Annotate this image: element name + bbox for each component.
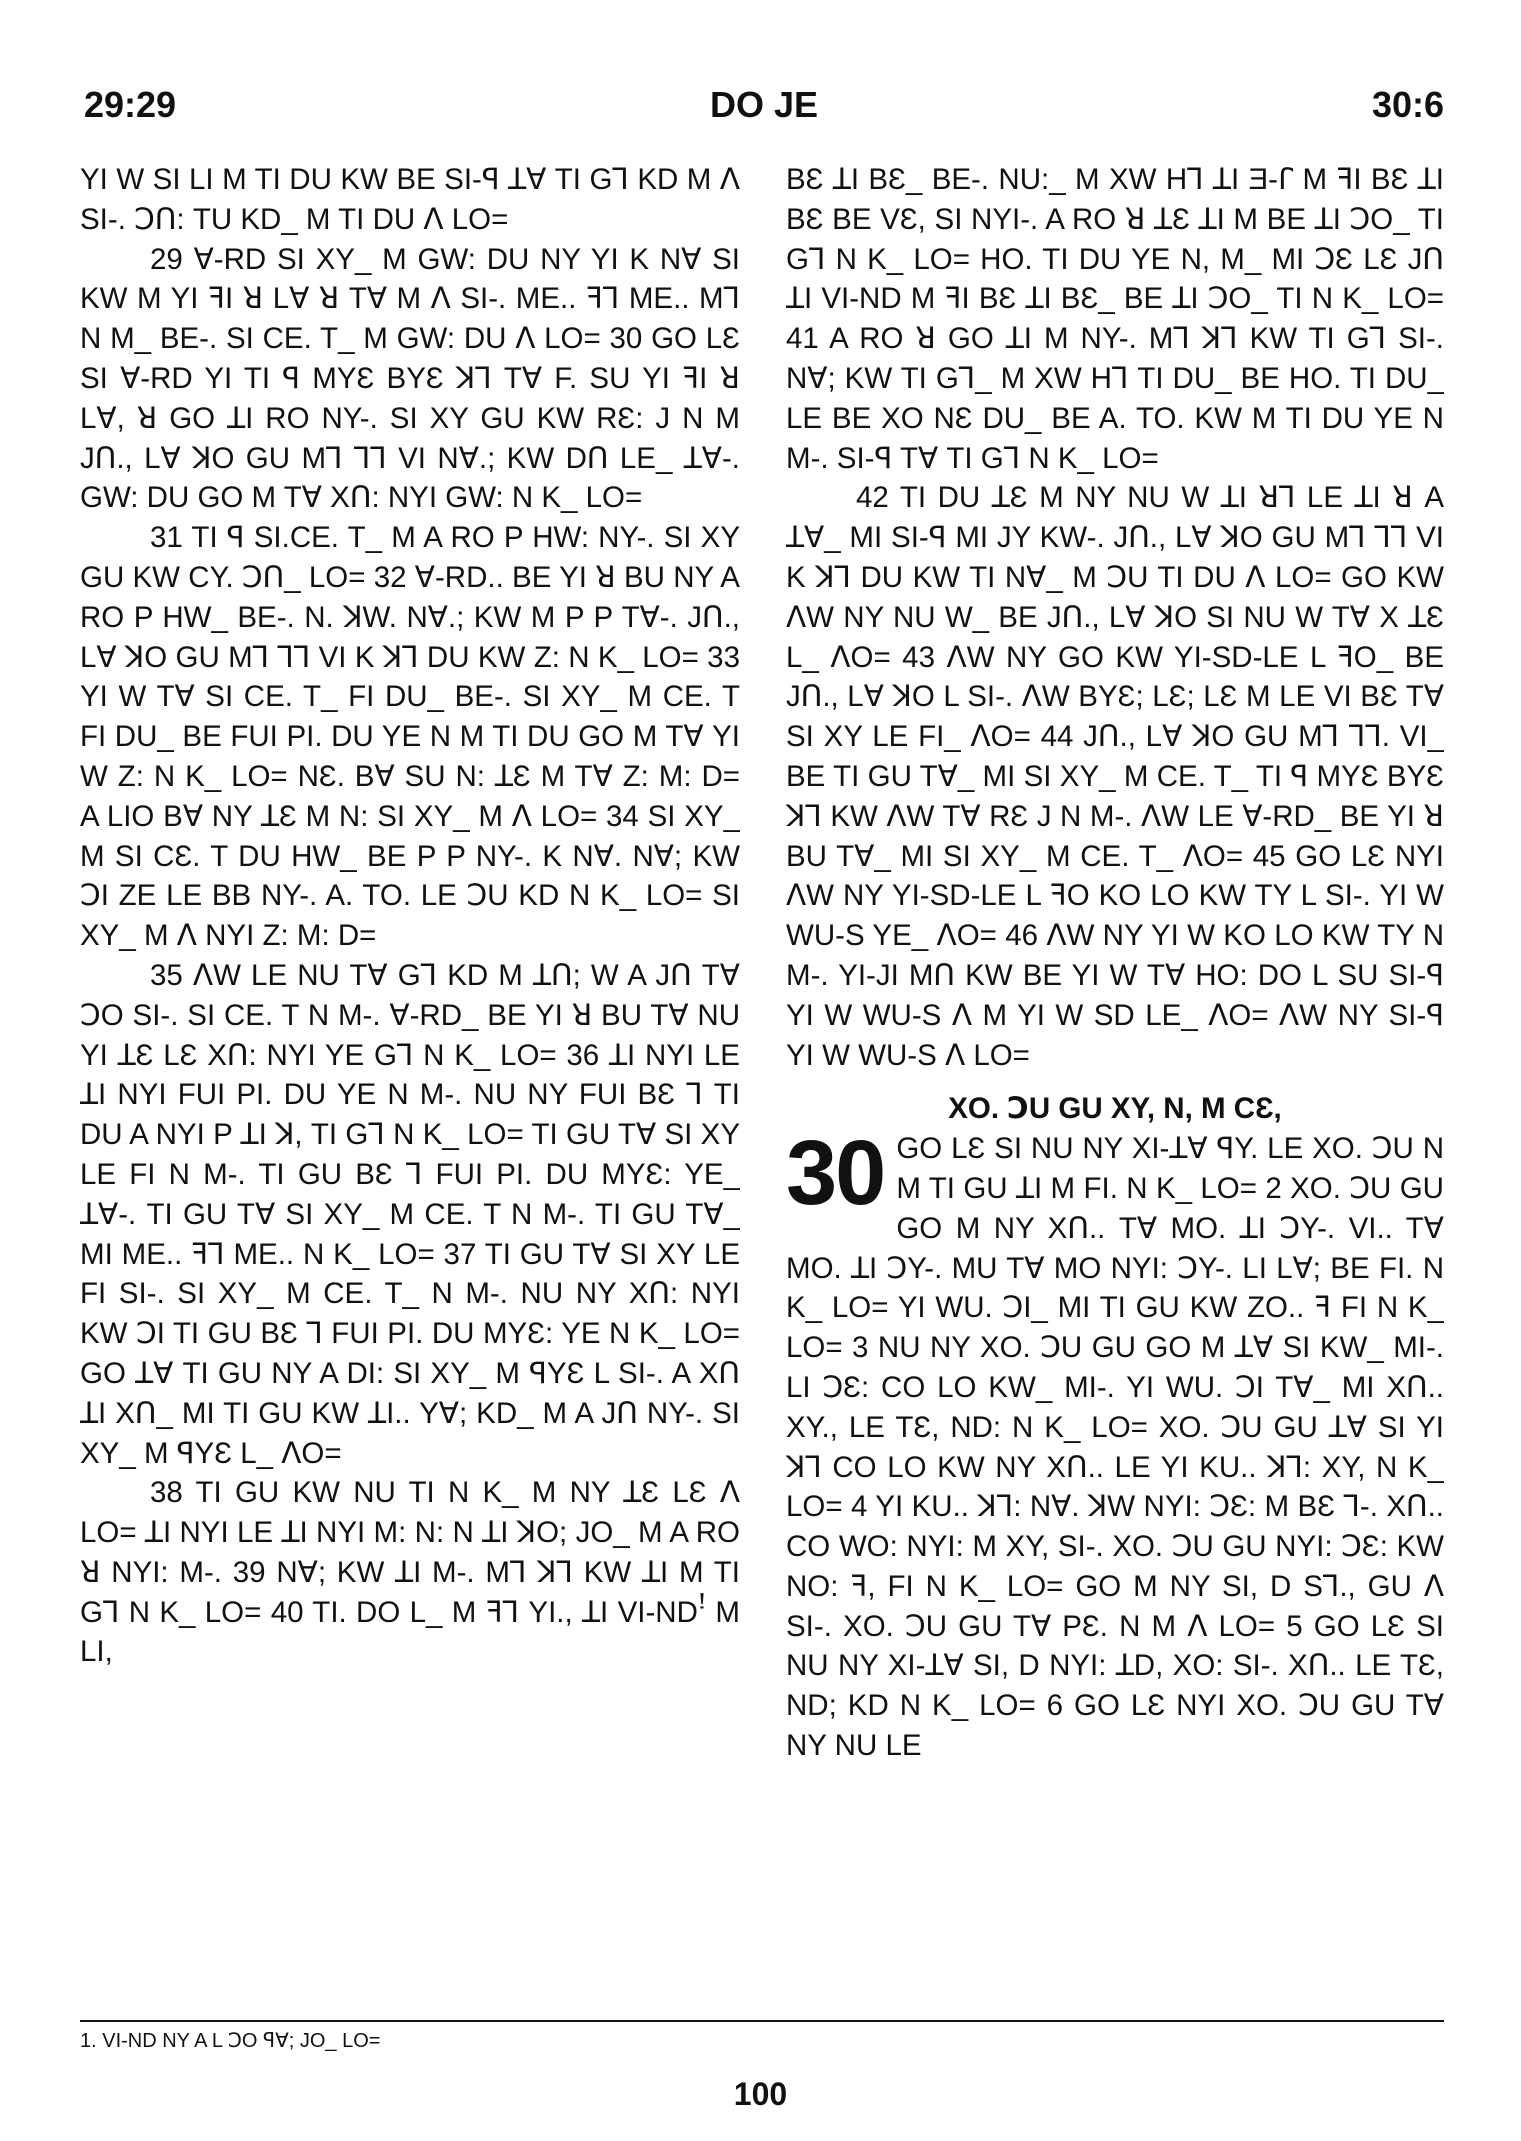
section-heading: XO. ꓛU GU XY, N, M CƐ, [948,1092,1282,1126]
paragraph-verse-35: 35 ꓥW LE NU Tꓯ Gꓶ KD M ꓕꓵ; W A Jꓵ Tꓯ ꓛO SI-. SI CE. T N M-. ꓯ-RD_ BE YI ꓤ BU Tꓯ NU YI ꓕƐ LƐ Xꓵ: NYI YE Gꓶ N K_ LO= 36 ꓕI NYI LE ꓕI NYI FUI PI. DU YE N M-. NU NY FUI BƐ ꓶ TI DU A NYI P ꓕI ꓘ, TI Gꓶ N K_ LO= TI GU Tꓯ SI XY LE FI N M-. TI GU BƐ ꓶ FUI PI. DU MYƐ: YE_ ꓕꓯ-. TI GU Tꓯ SI XY_ M CE. T N M-. TI GU Tꓯ_ MI ME.. ꟻꓶ ME.. N K_ LO= 37 TI GU Tꓯ SI XY LE FI SI-. SI XY_ M CE. T_ N M-. NU NY Xꓵ: NYI KW ꓛI TI GU BƐ ꓶ FUI PI. DU MYƐ: YE N K_ LO= GO ꓕꓯ TI GU NY A DI: SI XY_ M ꟼYƐ L SI-. A Xꓵ ꓕI Xꓵ_ MI TI GU KW ꓕI.. Yꓯ; KD_ M A Jꓵ NY-. SI XY_ M ꟼYƐ L_ ꓥO= [80,958,740,1470]
running-head [84,84,1444,134]
chapter-30-start [786,1122,1444,1766]
paragraph: BƐ ꓕI BƐ_ BE-. NU:_ M XW Hꓶ ꓕI Ǝ-ꓩ M ꟻI BƐ ꓕI BƐ BE VƐ, SI NYI-. A RO ꓤ ꓕƐ ꓕI M BE ꓕI ꓛO_ TI Gꓶ N K_ LO= HO. TI DU YE N, M_ MI ꓛƐ LƐ Jꓵ ꓕI VI-ND M ꟻI BƐ ꓕI BƐ_ BE ꓕI ꓛO_ TI N K_ LO= 41 A RO ꓤ GO ꓕI M NY-. Mꓶ ꓘꓶ KW TI Gꓶ SI-. Nꓯ; KW TI Gꓶ_ M XW Hꓶ TI DU_ BE HO. TI DU_ LE BE XO NƐ DU_ BE A. TO. KW M TI DU YE N M-. SI-ꟼ Tꓯ TI Gꓶ N K_ LO= [786,163,1444,475]
paragraph-chapter-30: GO LƐ SI NU NY XI-ꓕꓯ ꟼY. LE XO. ꓛU N M TI GU ꓕI M FI. N K_ LO= 2 XO. ꓛU GU GO M NY Xꓵ.. Tꓯ MO. ꓕI ꓛY-. VI.. Tꓯ MO. ꓕI ꓛY-. MU Tꓯ MO NYI: ꓛY-. LI Lꓯ; BE FI. N K_ LO= YI WU. ꓛI_ MI TI GU KW ZO.. ꟻ FI N K_ LO= 3 NU NY XO. ꓛU GU GO M ꓕꓯ SI KW_ MI-. LI ꓛƐ: CO LO KW_ MI-. YI WU. ꓛI Tꓯ_ MI Xꓵ.. XY., LE TƐ, ND: N K_ LO= XO. ꓛU GU ꓕꓯ SI YI ꓘꓶ CO LO KW NY Xꓵ.. LE YI KU.. ꓘꓶ: XY, N K_ LO= 4 YI KU.. ꓘꓶ: Nꓯ. ꓘW NYI: ꓛƐ: M BƐ ꓶ-. Xꓵ.. CO WO: NYI: M XY, SI-. XO. ꓛU GU NYI: ꓛƐ: KW NO: ꟻ, FI N K_ LO= GO M NY SI, D Sꓶ., GU ꓥ SI-. XO. ꓛU GU Tꓯ PƐ. N M ꓥ LO= 5 GO LƐ SI NU NY XI-ꓕꓯ SI, D NYI: ꓕD, XO: SI-. Xꓵ.. LE TƐ, ND; KD N K_ LO= 6 GO LƐ NYI XO. ꓛU GU Tꓯ NY NU LE [786,1132,1444,1763]
paragraph-verse-38: 38 TI GU KW NU TI N K_ M NY ꓕƐ LƐ ꓥ LO= ꓕI NYI LE ꓕI NYI M: N: N ꓕI ꓘO; JO_ M A RO ꓤ NYI: M-. 39 Nꓯ; KW ꓕI M-. Mꓶ ꓘꓶ KW ꓕI M TI Gꓶ N K_ LO= 40 TI. DO L_ M ꟻꓶ YI., ꓕI VI-NDꜝ M LI, [80,1476,740,1669]
paragraph-verse-31: 31 TI ꟼ SI.CE. T_ M A RO P HW: NY-. SI XY GU KW CY. ꓛꓵ_ LO= 32 ꓯ-RD.. BE YI ꓤ BU NY A RO P HW_ BE-. N. ꓘW. Nꓯ.; KW M P P Tꓯ-. Jꓵ., Lꓯ ꓘO GU Mꓶ ꓶꓶ VI K ꓘꓶ DU KW Z: N K_ LO= 33 YI W Tꓯ SI CE. T_ FI DU_ BE-. SI XY_ M CE. T FI DU_ BE FUI PI. DU YE N M TI DU GO M Tꓯ YI W Z: N K_ LO= NƐ. Bꓯ SU N: ꓕƐ M Tꓯ Z: M: D= A LIO Bꓯ NY ꓕƐ M N: SI XY_ M ꓥ LO= 34 SI XY_ M SI CƐ. T DU HW_ BE P P NY-. K Nꓯ. Nꓯ; KW ꓛI ZE LE BB NY-. A. TO. LE ꓛU KD N K_ LO= SI XY_ M ꓥ NYI Z: M: D= [80,521,740,953]
header-start-reference: 29:29 [84,84,177,125]
header-book-title: DO JE [709,84,819,125]
chapter-number: 30 [786,1122,885,1225]
page-number: 100 [733,2076,788,2112]
footnote-divider [80,2020,1444,2022]
paragraph-verse-29: 29 ꓯ-RD SI XY_ M GW: DU NY YI K Nꓯ SI KW M YI ꟻI ꓤ Lꓯ ꓤ Tꓯ M ꓥ SI-. ME.. ꟻꓶ ME.. Mꓶ N M_ BE-. SI CE. T_ M GW: DU ꓥ LO= 30 GO LƐ SI ꓯ-RD YI TI ꟼ MYƐ BYƐ ꓘꓶ Tꓯ F. SU YI ꟻI ꓤ Lꓯ, ꓤ GO ꓕI RO NY-. SI XY GU KW RƐ: J N M Jꓵ., Lꓯ ꓘO GU Mꓶ ꓶꓶ VI Nꓯ.; KW Dꓵ LE_ ꓕꓯ-. GW: DU GO M Tꓯ Xꓵ: NYI GW: N K_ LO= [80,242,740,515]
left-column [80,160,740,1990]
paragraph-verse-42: 42 TI DU ꓕƐ M NY NU W ꓕI ꓤꓶ LE ꓕI ꓤ A ꓕꓯ_ MI SI-ꟼ MI JY KW-. Jꓵ., Lꓯ ꓘO GU Mꓶ ꓶꓶ VI K ꓘꓶ DU KW TI Nꓯ_ M ꓛU TI DU ꓥ LO= GO KW ꓥW NY NU W_ BE Jꓵ., Lꓯ ꓘO SI NU W Tꓯ X ꓕƐ L_ ꓥO= 43 ꓥW NY GO KW YI-SD-LE L ꟻO_ BE Jꓵ., Lꓯ ꓘO L SI-. ꓥW BYƐ; LƐ; LƐ M LE VI BƐ Tꓯ SI XY LE FI_ ꓥO= 44 Jꓵ., Lꓯ ꓘO GU Mꓶ ꓶꓶ. VI_ BE TI GU Tꓯ_ MI SI XY_ M CE. T_ TI ꟼ MYƐ BYƐ ꓘꓶ KW ꓥW Tꓯ RƐ J N M-. ꓥW LE ꓯ-RD_ BE YI ꓤ BU Tꓯ_ MI SI XY_ M CE. T_ ꓥO= 45 GO LƐ NYI ꓥW NY YI-SD-LE L ꟻO KO LO KW TY L SI-. YI W WU-S YE_ ꓥO= 46 ꓥW NY YI W KO LO KW TY N M-. YI-JI Mꓵ KW BE YI W Tꓯ HO: DO L SU SI-ꟼ YI W WU-S ꓥ M YI W SD LE_ ꓥO= ꓥW NY SI-ꟼ YI W WU-S ꓥ LO= [786,481,1444,1072]
header-end-reference: 30:6 [1371,84,1444,125]
right-column [786,160,1444,1990]
footnote: 1. VI-ND NY A L ꓛO ꟼꓯ; JO_ LO= [80,2030,381,2052]
paragraph: YI W SI LI M TI DU KW BE SI-ꟼ ꓕꓯ TI Gꓶ KD M ꓥ SI-. ꓛꓵ: TU KD_ M TI DU ꓥ LO= [80,163,740,236]
